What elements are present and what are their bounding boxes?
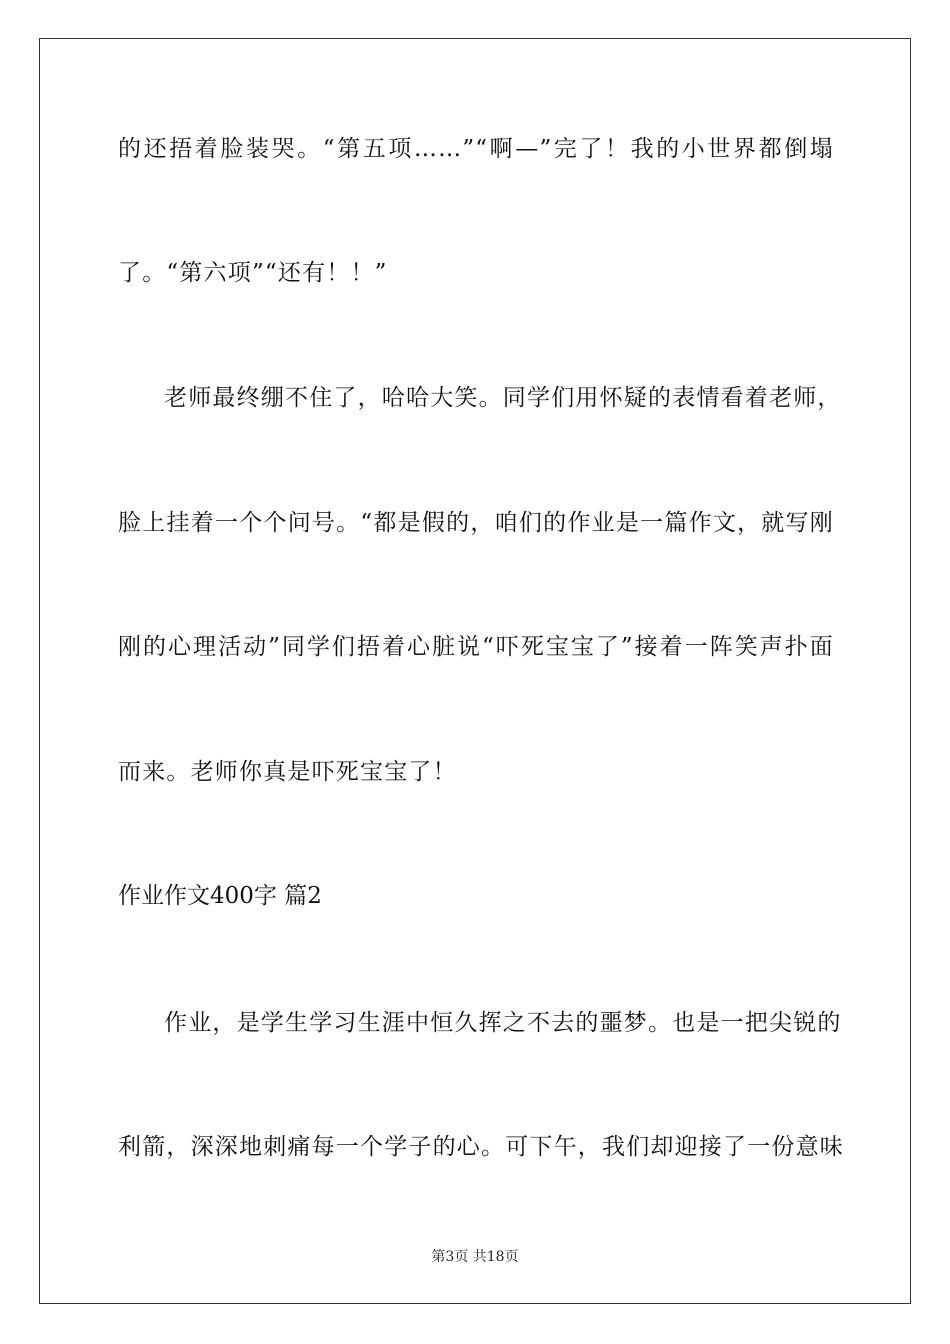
paragraph-2-line-1: 老师最终绷不住了，哈哈大笑。同学们用怀疑的表情看着老师， [164, 385, 842, 411]
paragraph-2-line-2: 脸上挂着一个个问号。“都是假的，咱们的作业是一篇作文，就写刚 [118, 510, 834, 536]
paragraph-2-line-4: 而来。老师你真是吓死宝宝了！ [118, 759, 457, 785]
paragraph-1-line-2: 了。“第六项”“还有！！” [118, 260, 388, 286]
section-heading: 作业作文400字 篇2 [118, 883, 322, 909]
paragraph-1-line-1: 的还捂着脸装哭。“第五项……”“啊—”完了！我的小世界都倒塌 [118, 136, 834, 162]
page-border [39, 38, 911, 1304]
paragraph-3-line-2: 利箭，深深地刺痛每一个学子的心。可下午，我们却迎接了一份意味 [118, 1134, 844, 1160]
paragraph-2-line-3: 刚的心理活动”同学们捂着心脏说“吓死宝宝了”接着一阵笑声扑面 [118, 634, 834, 660]
page-number-footer: 第3页 共18页 [431, 1249, 519, 1265]
paragraph-3-line-1: 作业，是学生学习生涯中恒久挥之不去的噩梦。也是一把尖锐的 [164, 1010, 842, 1036]
